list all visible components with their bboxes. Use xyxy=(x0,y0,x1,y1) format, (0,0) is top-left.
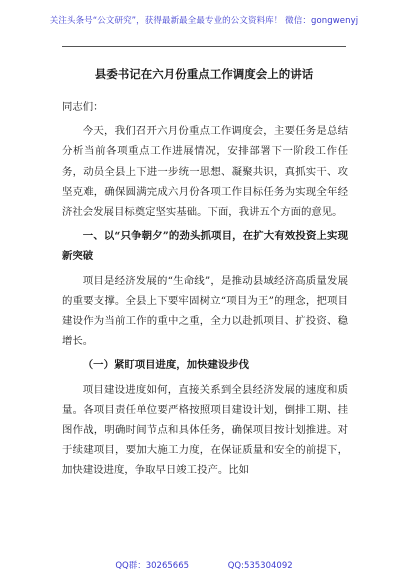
page-footer xyxy=(0,559,408,571)
intro-paragraph: 今天，我们召开六月份重点工作调度会，主要任务是总结分析当前各项重点工作进展情况，安排部署下一阶段工作任务，动员全县上下进一步统一思想、凝聚共识，真抓实干、攻坚克难，确保圆满完成六月份各项工作目标任务为实现全年经济社会发展目标奠定坚实基础。下面，我讲五个方面的意见。 xyxy=(62,125,348,219)
footer-qq: QQ:535304092 xyxy=(227,561,293,571)
subsection-paragraph: 项目建设进度如何，直接关系到全县经济发展的速度和质量。各项目责任单位要严格按照项目建设计划，倒排工期、挂图作战，明确时间节点和具体任务，确保项目按计划推进。对于续建项目，要加大施工力度，在保证质量和安全的前提下，加快建设进度，争取早日竣工投产。比如 xyxy=(62,383,348,477)
footer-qq-group: QQ群：30265665 xyxy=(115,561,190,571)
subsection-heading: （一）紧盯项目进度，加快建设步伐 xyxy=(82,359,250,372)
page-header: 关注头条号“公文研究”，获得最新最全最专业的公文资料库！ 微信：gongwenyj xyxy=(49,16,359,26)
section-paragraph: 项目是经济发展的“生命线”，是推动县域经济高质量发展的重要支撑。全县上下要牢固树立“项目为王”的理念，把项目建设作为当前工作的重中之重，全力以赴抓项目、扩投资、稳增长。 xyxy=(62,274,348,348)
document-title: 县委书记在六月份重点工作调度会上的讲话 xyxy=(94,67,314,81)
section-heading: 一、以“只争朝夕”的劲头抓项目，在扩大有效投资上实现新突破 xyxy=(62,230,348,263)
salutation: 同志们： xyxy=(62,101,104,113)
document-body xyxy=(62,97,348,485)
header-divider xyxy=(62,46,346,47)
